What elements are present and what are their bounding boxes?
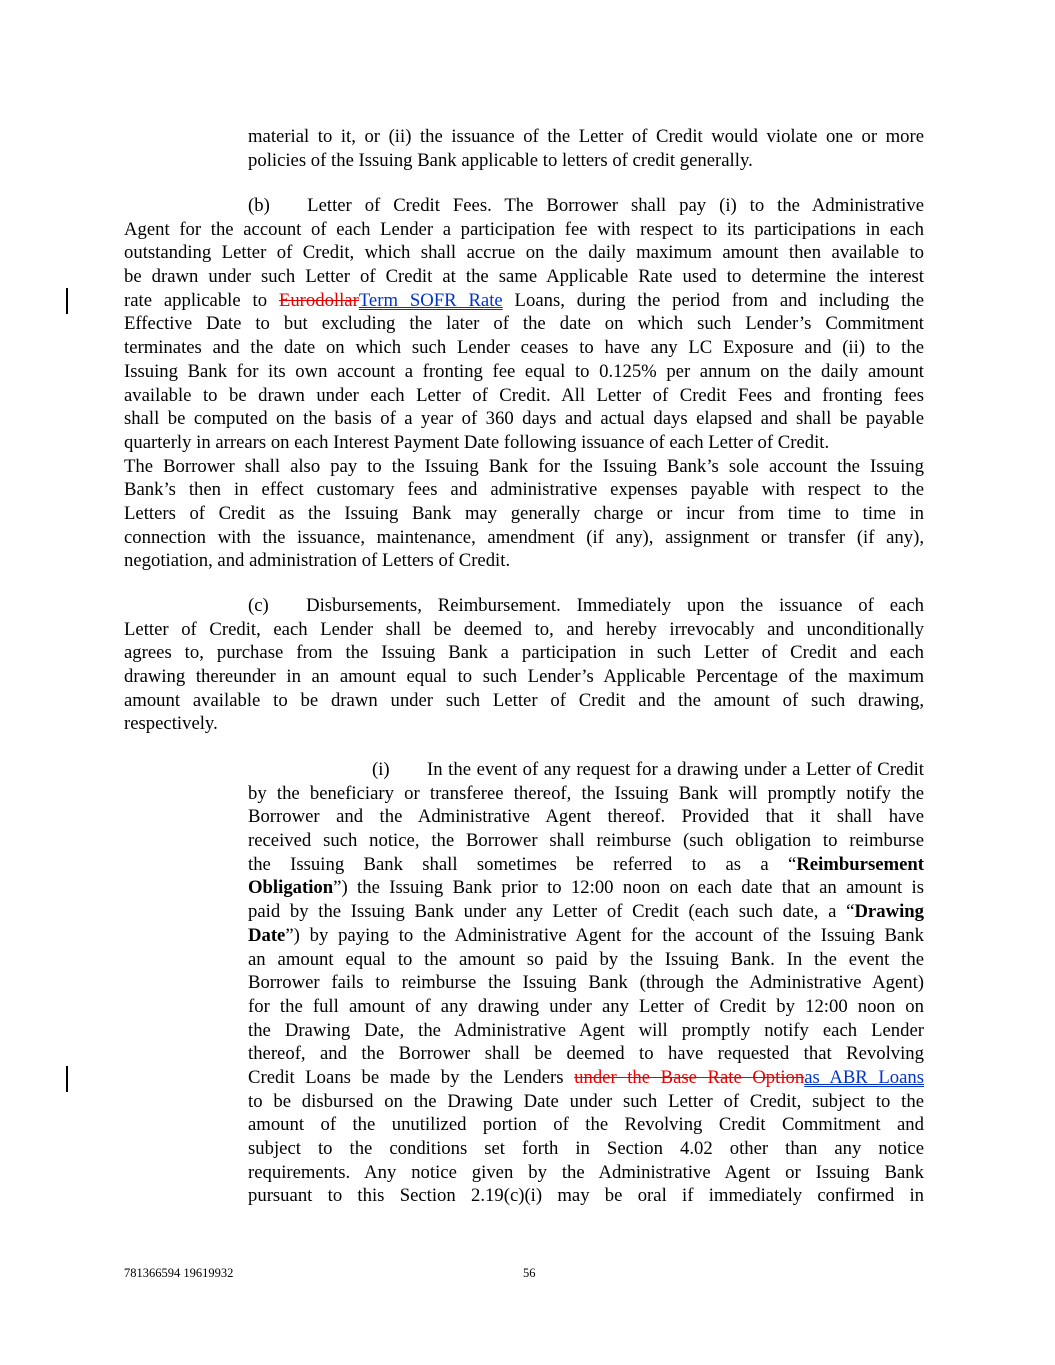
subparagraph-c-i (248, 758, 924, 1208)
text-line: be drawn under such Letter of Credit at the same Applicable Rate used to determine the interest (124, 266, 924, 288)
text-line: shall be computed on the basis of a year of 360 days and actual days elapsed and shall be payable (124, 408, 924, 430)
text-line: requirements. Any notice given by the Administrative Agent or Issuing Bank (248, 1161, 924, 1183)
deleted-text: Eurodollar (278, 289, 359, 311)
paragraph-c-disbursements (124, 594, 924, 736)
document-id: 781366594 19619932 (124, 1266, 234, 1280)
text-line (248, 853, 924, 877)
text-line: Issuing Bank for its own account a fronting fee equal to 0.125% per annum on the daily amount (124, 360, 924, 382)
text-line: respectively. (124, 713, 218, 735)
text-line: by the beneficiary or transferee thereof, the Issuing Bank will promptly notify the (248, 782, 924, 804)
defined-term: Obligation (248, 877, 334, 899)
text-line: pursuant to this Section 2.19(c)(i) may be oral if immediately confirmed in (248, 1185, 924, 1207)
text-line (248, 924, 924, 948)
paragraph-b-letter-of-credit-fees (124, 194, 924, 573)
text-line: material to it, or (ii) the issuance of the Letter of Credit would violate one or more (248, 126, 924, 147)
change-bar (66, 1066, 68, 1092)
text-run: the Issuing Bank shall sometimes be referred to as a “ (248, 853, 797, 875)
text-run: ”) by paying to the Administrative Agent for the account of the Issuing Bank (285, 924, 924, 946)
inserted-text: as ABR Loans (804, 1066, 924, 1088)
text-line: policies of the Issuing Bank applicable to letters of credit generally. (248, 149, 753, 171)
text-run: rate applicable to (124, 289, 279, 311)
defined-term: Date (248, 924, 286, 946)
text-line-with-revision (124, 289, 924, 313)
text-line: agrees to, purchase from the Issuing Bank a participation in such Letter of Credit and each (124, 642, 924, 664)
text-line: outstanding Letter of Credit, which shall accrue on the daily maximum amount then available to (124, 242, 924, 264)
text-run: Credit Loans be made by the Lenders (248, 1066, 575, 1088)
text-run: paid by the Issuing Bank under any Letter of Credit (each such date, a “ (248, 901, 855, 923)
text-run: Loans, during the period from and including the (502, 289, 924, 311)
paragraph-a-continuation (248, 125, 924, 172)
text-line: terminates and the date on which such Lender ceases to have any LC Exposure and (ii) to the (124, 337, 924, 359)
text-line: Letters of Credit as the Issuing Bank may generally charge or incur from time to time in (124, 502, 924, 524)
text-line (248, 876, 924, 900)
text-line: (b) Letter of Credit Fees. The Borrower shall pay (i) to the Administrative (248, 195, 924, 216)
text-line: The Borrower shall also pay to the Issuing Bank for the Issuing Bank’s sole account the Issuing (124, 455, 924, 477)
deleted-text: under the Base Rate Option (574, 1066, 805, 1088)
text-line: quarterly in arrears on each Interest Payment Date following issuance of each Letter of Credit. (124, 431, 830, 453)
defined-term: Drawing (854, 901, 924, 923)
text-line: an amount equal to the amount so paid by the Issuing Bank. In the event the (248, 948, 924, 970)
text-line: to be disbursed on the Drawing Date under such Letter of Credit, subject to the (248, 1090, 924, 1112)
defined-term: Reimbursement (796, 853, 924, 875)
text-line: (i) In the event of any request for a drawing under a Letter of Credit (372, 759, 924, 780)
text-line: subject to the conditions set forth in Section 4.02 other than any notice (248, 1138, 924, 1159)
text-line: amount of the unutilized portion of the Revolving Credit Commitment and (248, 1114, 924, 1136)
text-line: connection with the issuance, maintenance, amendment (if any), assignment or transfer (if any), (124, 526, 924, 548)
text-line: available to be drawn under each Letter of Credit. All Letter of Credit Fees and fronting fees (124, 384, 924, 406)
text-line: Bank’s then in effect customary fees and administrative expenses payable with respect to the (124, 479, 924, 501)
text-line-with-revision (248, 1066, 924, 1090)
text-line: Borrower and the Administrative Agent thereof. Provided that it shall have (248, 806, 924, 828)
text-line: Letter of Credit, each Lender shall be deemed to, and hereby irrevocably and unconditionally (124, 618, 924, 640)
text-line: Effective Date to but excluding the later of the date on which such Lender’s Commitment (124, 313, 924, 335)
text-run: ”) the Issuing Bank prior to 12:00 noon on each date that an amount is (333, 877, 924, 899)
text-line: thereof, and the Borrower shall be deemed to have requested that Revolving (248, 1043, 924, 1065)
change-bar (66, 288, 68, 314)
text-line: Agent for the account of each Lender a participation fee with respect to its participations in each (124, 218, 924, 240)
text-line: amount available to be drawn under such Letter of Credit and the amount of such drawing, (124, 689, 924, 711)
text-line: for the full amount of any drawing under any Letter of Credit by 12:00 noon on (248, 995, 924, 1017)
inserted-text: Term SOFR Rate (358, 289, 503, 311)
text-line: drawing thereunder in an amount equal to such Lender’s Applicable Percentage of the maximum (124, 666, 924, 688)
text-line: (c) Disbursements, Reimbursement. Immediately upon the issuance of each (248, 595, 924, 616)
text-line: the Drawing Date, the Administrative Agent will promptly notify each Lender (248, 1019, 924, 1041)
text-line (248, 900, 924, 924)
text-line: Borrower fails to reimburse the Issuing Bank (through the Administrative Agent) (248, 972, 924, 994)
text-line: received such notice, the Borrower shall reimburse (such obligation to reimburse (248, 830, 924, 852)
text-line: negotiation, and administration of Letters of Credit. (124, 550, 511, 572)
page-number: 56 (523, 1266, 536, 1280)
